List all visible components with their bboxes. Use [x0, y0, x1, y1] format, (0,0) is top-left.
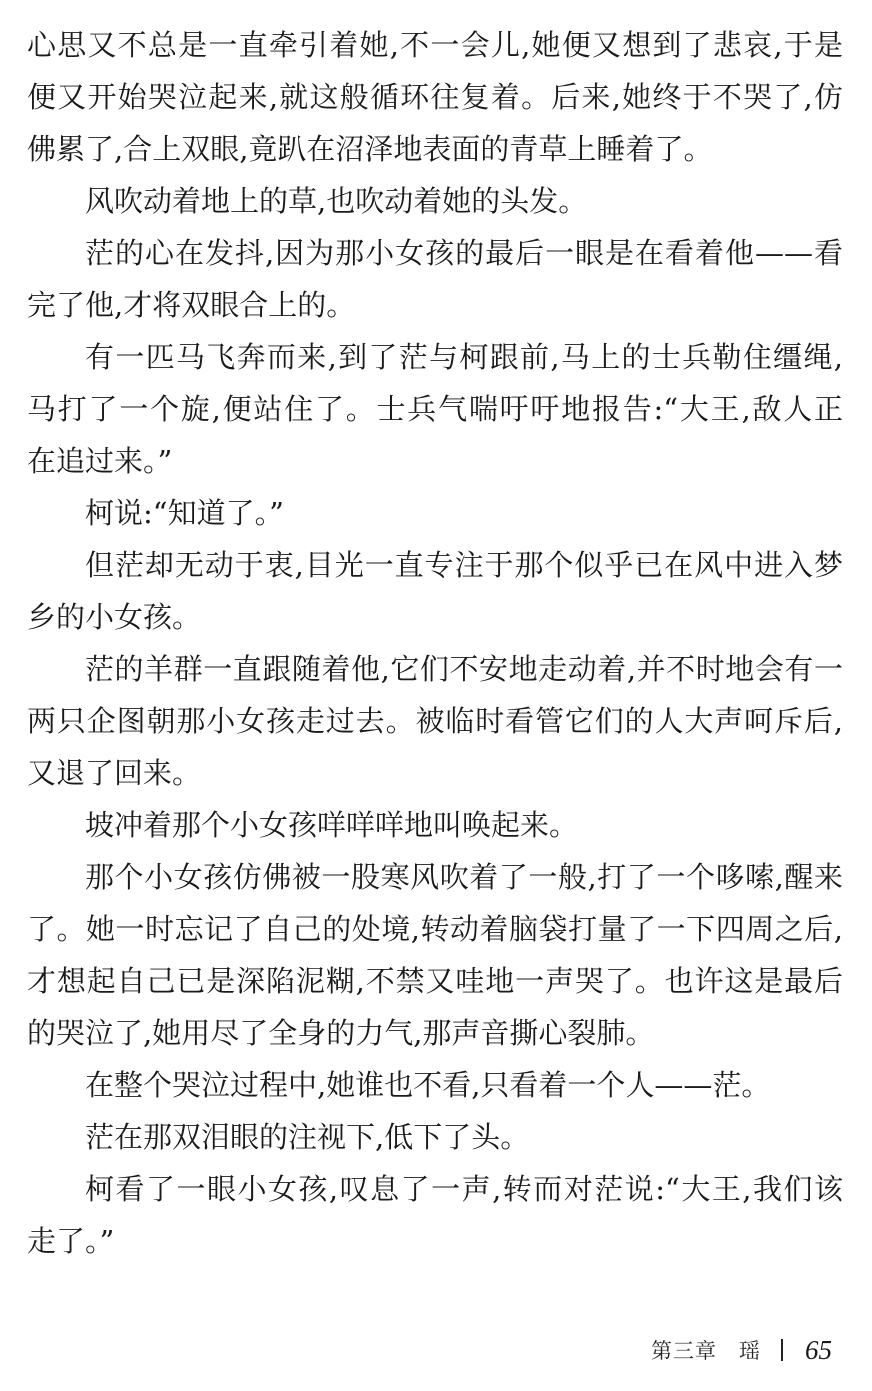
text-line: 完了他,才将双眼合上的。 — [27, 288, 356, 322]
paragraph — [27, 175, 843, 227]
text-line: 两只企图朝那小女孩走过去。被临时看管它们的人大声呵斥后, — [27, 704, 843, 738]
text-line: 有一匹马飞奔而来,到了茫与柯跟前,马上的士兵勒住缰绳, — [85, 340, 843, 374]
text-line: 便又开始哭泣起来,就这般循环往复着。后来,她终于不哭了,仿 — [27, 80, 843, 114]
paragraph — [27, 539, 843, 643]
paragraph — [27, 1163, 843, 1267]
paragraph — [27, 19, 843, 175]
text-line: 又退了回来。 — [27, 756, 202, 790]
text-line: 在追过来。” — [27, 444, 173, 478]
paragraph — [27, 799, 843, 851]
chapter-title: 第三章 瑶 — [651, 1339, 761, 1363]
text-line: 柯看了一眼小女孩,叹息了一声,转而对茫说:“大王,我们该 — [85, 1172, 843, 1206]
paragraph — [27, 487, 843, 539]
text-line: 马打了一个旋,便站住了。士兵气喘吁吁地报告:“大王,敌人正 — [27, 392, 843, 426]
paragraph — [27, 331, 843, 487]
text-line: 心思又不总是一直牵引着她,不一会儿,她便又想到了悲哀,于是 — [27, 28, 843, 62]
text-line: 茫的羊群一直跟随着他,它们不安地走动着,并不时地会有一 — [85, 652, 843, 686]
text-line: 在整个哭泣过程中,她谁也不看,只看着一个人——茫。 — [85, 1068, 771, 1102]
text-line: 茫的心在发抖,因为那小女孩的最后一眼是在看着他——看 — [85, 236, 843, 270]
paragraph — [27, 1059, 843, 1111]
text-line: 走了。” — [27, 1224, 115, 1258]
text-line: 佛累了,合上双眼,竟趴在沼泽地表面的青草上睡着了。 — [27, 132, 713, 166]
text-line: 风吹动着地上的草,也吹动着她的头发。 — [85, 184, 588, 218]
text-line: 那个小女孩仿佛被一股寒风吹着了一般,打了一个哆嗦,醒来 — [85, 860, 843, 894]
text-line: 才想起自己已是深陷泥糊,不禁又哇地一声哭了。也许这是最后 — [27, 964, 843, 998]
paragraph — [27, 643, 843, 799]
book-page-body — [27, 19, 843, 1267]
text-line: 了。她一时忘记了自己的处境,转动着脑袋打量了一下四周之后, — [27, 912, 843, 946]
footer-divider — [781, 1339, 783, 1361]
text-line: 乡的小女孩。 — [27, 600, 202, 634]
text-line: 坡冲着那个小女孩咩咩咩地叫唤起来。 — [85, 808, 579, 842]
page-number: 65 — [805, 1334, 832, 1365]
text-line: 茫在那双泪眼的注视下,低下了头。 — [85, 1120, 530, 1154]
page-footer — [651, 1330, 832, 1370]
text-line: 但茫却无动于衷,目光一直专注于那个似乎已在风中进入梦 — [85, 548, 843, 582]
text-line: 柯说:“知道了。” — [85, 496, 284, 530]
paragraph — [27, 1111, 843, 1163]
paragraph — [27, 851, 843, 1059]
text-line: 的哭泣了,她用尽了全身的力气,那声音撕心裂肺。 — [27, 1016, 655, 1050]
paragraph — [27, 227, 843, 331]
